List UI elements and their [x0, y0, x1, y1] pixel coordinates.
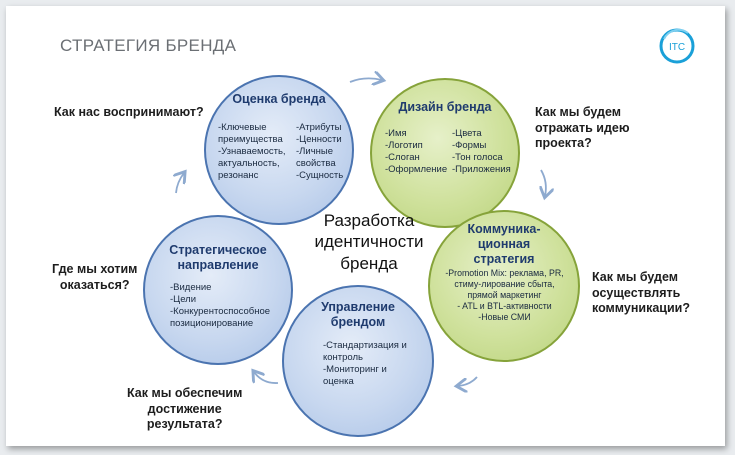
- question-achieve: Как мы обеспечим достижение результата?: [127, 386, 243, 432]
- communication-strategy-title: Коммуника- ционная стратегия: [467, 222, 541, 266]
- brand-design-right-list: -Цвета -Формы -Тон голоса -Приложения: [452, 128, 511, 175]
- question-where: Где мы хотим оказаться?: [52, 262, 138, 292]
- brand-evaluation-title: Оценка бренда: [232, 92, 326, 106]
- communication-strategy-list: -Promotion Mix: реклама, PR, стиму-лирование сбыта, прямой маркетинг - ATL и BTL-активности -Новые СМИ: [445, 268, 564, 322]
- brand-management-list: -Стандартизация и контроль -Мониторинг и оценка: [323, 340, 407, 387]
- arrow-bottom-right: [458, 377, 477, 386]
- page-title: СТРАТЕГИЯ БРЕНДА: [60, 36, 237, 55]
- question-reflect: Как мы будем отражать идею проекта?: [535, 105, 630, 151]
- brand-evaluation-right-list: -Атрибуты -Ценности -Личные свойства -Сущность: [296, 122, 344, 181]
- arrow-left: [176, 173, 184, 193]
- question-communicate: Как мы будем осуществлять коммуникации?: [592, 270, 690, 316]
- brand-evaluation-left-list: -Ключевые преимущества -Узнаваемость, актуальность, резонанс: [218, 122, 286, 181]
- logo-text: ITC: [668, 42, 686, 53]
- strategic-direction-list: -Видение -Цели -Конкурентоспособное позиционирование: [170, 282, 271, 329]
- question-perceive: Как нас воспринимают?: [54, 105, 204, 119]
- brand-design-title: Дизайн бренда: [398, 100, 492, 114]
- strategic-direction-title: Стратегическое направление: [169, 243, 267, 272]
- arrow-top: [350, 78, 382, 82]
- brand-management-title: Управление брендом: [321, 300, 395, 329]
- arrow-right: [541, 170, 546, 196]
- center-label: Разработка идентичности бренда: [314, 211, 424, 273]
- brand-design-left-list: -Имя -Логотип -Слоган -Оформление: [385, 128, 448, 175]
- arrow-bottom-left: [254, 372, 278, 383]
